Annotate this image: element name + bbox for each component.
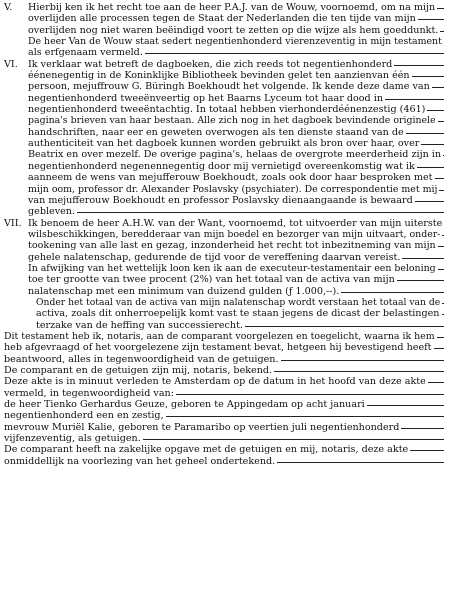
text-line — [4, 70, 444, 81]
line-filler-rule — [410, 444, 444, 451]
assets-line — [4, 320, 444, 331]
line-text: De comparant en de getuigen zijn mij, notaris, bekend. — [4, 365, 273, 376]
line-text: vijfenzeventig, als getuigen. — [4, 433, 141, 445]
line-filler-rule — [438, 115, 444, 122]
article-number: VII. — [4, 217, 22, 229]
text-line — [4, 184, 444, 195]
line-filler-rule — [143, 433, 444, 440]
line-text: negentienhonderd negenennegentig door mij vernietigd overeenkomstig wat ik — [28, 160, 415, 172]
line-text: mijn oom, professor dr. Alexander Poslavsky (psychiater). De correspondentie met mij — [28, 183, 438, 195]
line-filler-rule — [418, 13, 444, 20]
line-text: de heer Tienko Gerhardus Geuze, geboren te Appingedam op acht januari — [4, 399, 365, 411]
article-vi — [4, 59, 444, 218]
article-number: VI. — [4, 58, 18, 70]
line-text: tookening van alle last en gezag, inzonderheid het recht tot inbezitneming van mijn — [28, 240, 436, 252]
line-text: éénenegentig in de Koninklijke Bibliotheek bevinden gelet ten aanzienvan één — [28, 70, 410, 82]
line-filler-rule — [145, 47, 444, 54]
text-line — [4, 2, 444, 13]
line-text: beantwoord, alles in tegenwoordigheid van de getuigen. — [4, 353, 279, 365]
line-text: mevrouw Muriël Kalie, geboren te Paramaribo op veertien juli negentienhonderd — [4, 421, 400, 433]
closing-line — [4, 388, 444, 399]
line-text: De comparant heeft na zakelijke opgave met de getuigen en mij, notaris, deze akte — [4, 444, 409, 456]
line-filler-rule — [421, 138, 444, 145]
line-text: heb afgevraagd of het voorgelezene zijn testament bevat, hetgeen hij bevestigend heeft — [4, 342, 432, 354]
closing-line — [4, 365, 444, 376]
closing-line — [4, 422, 444, 433]
line-filler-rule — [440, 25, 444, 32]
line-filler-rule — [406, 127, 444, 134]
line-filler-rule — [394, 59, 444, 66]
text-line — [4, 13, 444, 24]
line-filler-rule — [442, 229, 444, 236]
text-line — [4, 240, 444, 251]
text-line — [4, 252, 444, 263]
line-text: pagina's brieven van haar bestaan. Alle zich nog in het dagboek bevindende originele — [28, 115, 436, 127]
line-filler-rule — [77, 206, 444, 213]
line-text: wilsbeschikkingen, beredderaar van mijn boedel en bezorger van mijn uitvaart, onder- — [28, 228, 441, 240]
line-text: Onder het totaal van de activa van mijn nalatenschap wordt verstaan het totaal van de — [36, 296, 441, 308]
line-filler-rule — [417, 161, 444, 168]
line-filler-rule — [415, 195, 444, 202]
closing-line — [4, 433, 444, 444]
line-filler-rule — [401, 422, 444, 429]
line-text: activa, zoals dit onherroepelijk komt vast te staan jegens de dicast der belastingen — [36, 308, 440, 320]
text-line — [4, 81, 444, 92]
line-text: als erfgenaam vermeld. — [28, 47, 143, 59]
text-line — [4, 149, 444, 160]
line-text: De heer Van de Wouw staat sedert negentienhonderd vierenzeventig in mijn testament — [28, 36, 442, 48]
line-text: overlijden alle processen tegen de Staat der Nederlanden die ten tijde van mijn — [28, 13, 416, 25]
line-text: aanneem de wens van mejufferouw Boekhoudt, zoals ook door haar besproken met — [28, 172, 433, 184]
assets-line — [4, 308, 444, 319]
text-line — [4, 138, 444, 149]
line-text: terzake van de heffing van successierecht. — [36, 319, 243, 331]
line-filler-rule — [432, 81, 444, 88]
line-filler-rule — [341, 286, 444, 293]
text-line — [4, 115, 444, 126]
text-line — [4, 127, 444, 138]
closing-line — [4, 331, 444, 342]
line-filler-rule — [437, 331, 444, 338]
line-filler-rule — [427, 104, 444, 111]
line-text: negentienhonderd tweeëntachtig. In totaal hebben vierhonderdéénenzestig (461) — [28, 104, 426, 116]
line-filler-rule — [397, 274, 444, 281]
line-text: Ik benoem de heer A.H.W. van der Want, voornoemd, tot uitvoerder van mijn uiterste — [28, 217, 443, 229]
text-line — [4, 104, 444, 115]
line-text: onmiddellijk na voorlezing van het geheel ondertekend. — [4, 455, 276, 467]
line-text: nalatenschap met een minimum van duizend gulden (ƒ 1.000,--). — [28, 285, 340, 297]
text-line — [4, 195, 444, 206]
line-text: van mejufferouw Boekhoudt en professor Poslavsky dienaangaande is bewaard — [28, 194, 413, 206]
line-filler-rule — [438, 240, 444, 247]
line-filler-rule — [412, 70, 444, 77]
line-text: persoon, mejuffrouw G. Büringh Boekhoudt het volgende. Ik kende deze dame van — [28, 81, 430, 93]
line-filler-rule — [435, 172, 444, 179]
line-filler-rule — [428, 376, 444, 383]
line-filler-rule — [438, 263, 444, 270]
text-line — [4, 206, 444, 217]
line-text: overlijden nog niet waren beëindigd voort te zetten op die wijze als hem goeddunkt. — [28, 24, 439, 36]
fee-line — [4, 263, 444, 274]
line-filler-rule — [439, 184, 444, 191]
text-line — [4, 59, 444, 70]
line-filler-rule — [434, 342, 444, 349]
closing-line — [4, 444, 444, 455]
article-v — [4, 2, 444, 59]
closing-line — [4, 376, 444, 387]
line-text: Ik verklaar wat betreft de dagboeken, die zich reeds tot negentienhonderd — [28, 58, 393, 70]
line-text: Deze akte is in minuut verleden te Amsterdam op de datum in het hoofd van deze akte — [4, 376, 426, 388]
line-text: gehele nalatenschap, gedurende de tijd voor de vereffening daarvan vereist. — [28, 251, 401, 263]
line-text: Hierbij ken ik het recht toe aan de heer P.A.J. van de Wouw, voornoemd, om na mijn — [28, 2, 436, 13]
line-text: authenticiteit van het dagboek kunnen worden gebruikt als bron over haar, over — [28, 138, 420, 150]
text-line — [4, 47, 444, 58]
line-text: vermeld, in tegenwoordigheid van: — [4, 387, 174, 399]
text-line — [4, 229, 444, 240]
line-text: Dit testament heb ik, notaris, aan de comparant voorgelezen en toegelicht, waarna ik hem — [4, 330, 435, 342]
text-line — [4, 172, 444, 183]
text-line — [4, 93, 444, 104]
line-text: handschriften, naar eer en geweten overwogen als ten dienste staand van de — [28, 126, 404, 138]
line-filler-rule — [281, 354, 444, 361]
line-filler-rule — [385, 93, 444, 100]
line-filler-rule — [402, 252, 444, 259]
line-filler-rule — [166, 410, 444, 417]
closing-line — [4, 456, 444, 467]
text-line — [4, 36, 444, 47]
article-number: V. — [4, 2, 13, 13]
text-line — [4, 218, 444, 229]
line-filler-rule — [443, 149, 444, 156]
closing-line — [4, 354, 444, 365]
line-filler-rule — [367, 399, 444, 406]
line-text: negentienhonderd tweeënveertig op het Baarns Lyceum tot haar dood in — [28, 92, 383, 104]
text-line — [4, 25, 444, 36]
line-text: gebleven. — [28, 206, 76, 218]
assets-line — [4, 297, 444, 308]
fee-line — [4, 274, 444, 285]
line-filler-rule — [274, 365, 444, 372]
line-filler-rule — [442, 297, 444, 304]
line-filler-rule — [277, 456, 444, 463]
line-text: negentienhonderd een en zestig, — [4, 410, 164, 422]
fee-line — [4, 286, 444, 297]
line-filler-rule — [437, 2, 444, 9]
closing-clause — [4, 331, 444, 467]
line-text: toe ter grootte van twee procent (2%) van het totaal van de activa van mijn — [28, 274, 395, 286]
closing-line — [4, 399, 444, 410]
line-text: Beatrix en over mezelf. De overige pagina's, helaas de overgrote meerderheid zijn in — [28, 149, 442, 161]
line-text: In afwijking van het wettelijk loon ken ik aan de executeur-testamentair een beloning — [28, 262, 436, 274]
article-vii — [4, 218, 444, 331]
closing-line — [4, 410, 444, 421]
closing-line — [4, 342, 444, 353]
line-filler-rule — [245, 320, 444, 327]
text-line — [4, 161, 444, 172]
line-filler-rule — [442, 308, 445, 315]
line-filler-rule — [176, 388, 444, 395]
